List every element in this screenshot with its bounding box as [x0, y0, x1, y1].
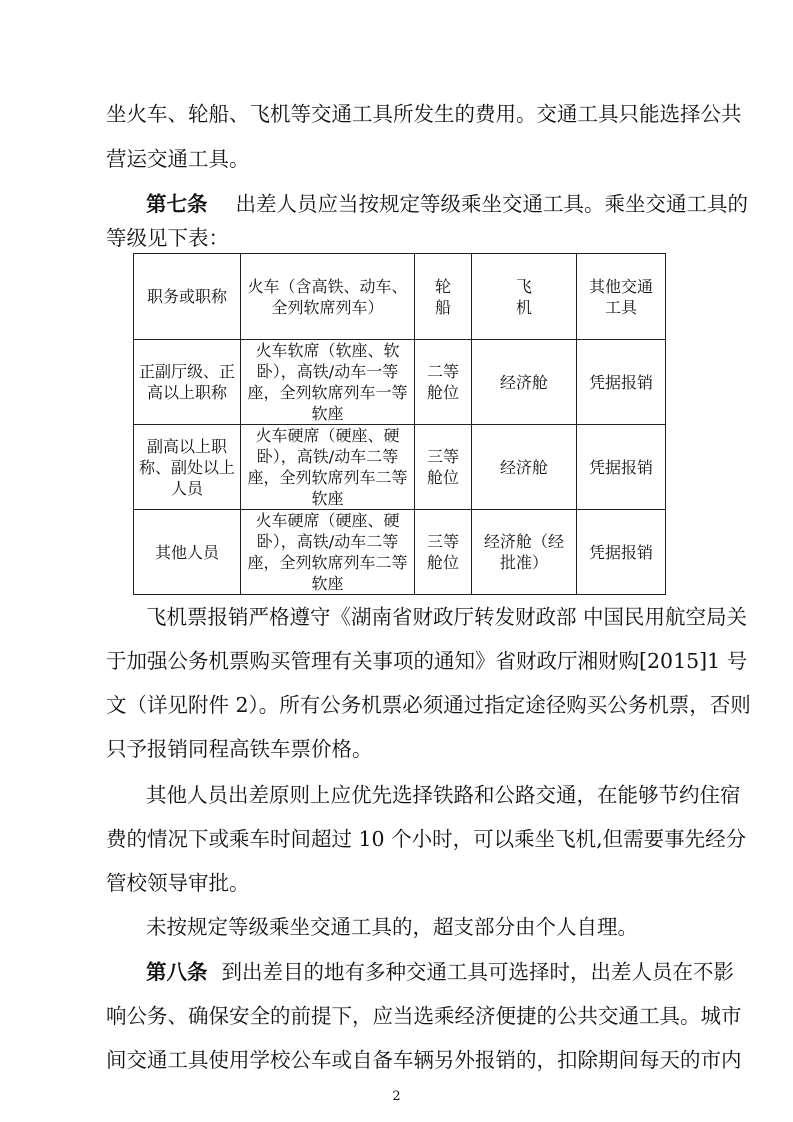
- table-cell: [472, 425, 577, 510]
- table-row: [134, 510, 666, 595]
- cell-text-line: 软座: [311, 404, 344, 423]
- cell-text-line: 批准）: [499, 553, 548, 572]
- table-cell: [415, 254, 472, 340]
- cell-text-line: 火车软席（软座、软: [255, 341, 400, 360]
- paragraph-line: 营运交通工具。: [106, 147, 250, 171]
- paragraph-line: 响公务、确保安全的前提下，应当选乘经济便捷的公共交通工具。城市: [106, 1004, 742, 1028]
- table-cell: [241, 254, 415, 340]
- cell-text-line: 工具: [604, 297, 637, 317]
- table-cell: [415, 510, 472, 595]
- article-8-text: 到出差目的地有多种交通工具可选择时，出差人员在不影: [221, 960, 734, 984]
- cell-text-line: 其他交通: [588, 276, 653, 296]
- cell-text-line: 凭据报销: [588, 457, 653, 477]
- cell-text-line: 座，全列软席列车二等: [247, 468, 408, 487]
- cell-text-line: 称、副处以上: [138, 457, 235, 477]
- table-cell: [134, 510, 241, 595]
- cell-text-line: 机: [515, 297, 532, 317]
- cell-text-line: 凭据报销: [588, 372, 653, 392]
- cell-text-line: 凭据报销: [588, 542, 653, 562]
- table-cell: [577, 340, 666, 425]
- paragraph-line: 间交通工具使用学校公车或自备车辆另外报销的，扣除期间每天的市内: [106, 1048, 742, 1072]
- paragraph-line: 费的情况下或乘车时间超过 10 个小时，可以乘坐飞机,但需要事先经分: [106, 827, 747, 851]
- cell-text-line: 舱位: [426, 468, 459, 487]
- cell-text-line: 高以上职称: [146, 383, 227, 402]
- cell-text-line: 经济舱: [499, 457, 548, 477]
- paragraph-line: 未按规定等级乘坐交通工具的，超支部分由个人自理。: [146, 915, 638, 939]
- cell-text-line: 全列软席列车）: [271, 297, 384, 317]
- paragraph-line: 只予报销同程高铁车票价格。: [106, 737, 373, 761]
- cell-text-line: 卧），高铁/动车二等: [256, 532, 399, 551]
- cell-text-line: 火车硬席（硬座、硬: [255, 511, 400, 530]
- paragraph-line: 于加强公务机票购买管理有关事项的通知》省财政厅湘财购[2015]1 号: [106, 649, 748, 673]
- cell-text-line: 飞: [515, 276, 532, 296]
- paragraph-line: 管校领导审批。: [106, 871, 250, 895]
- table-cell: [472, 340, 577, 425]
- table-cell: [241, 510, 415, 595]
- table-cell: [415, 340, 472, 425]
- table-cell: [134, 254, 241, 340]
- cell-text-line: 正副厅级、正: [138, 362, 235, 381]
- table-cell: [241, 425, 415, 510]
- cell-text-line: 卧），高铁/动车二等: [256, 447, 399, 466]
- cell-text-line: 轮: [434, 276, 451, 296]
- cell-text-line: 卧），高铁/动车一等: [256, 362, 399, 381]
- cell-text-line: 三等: [426, 447, 459, 466]
- table-cell: [472, 254, 577, 340]
- cell-text-line: 火车（含高铁、动车、: [247, 276, 408, 296]
- transport-grade-table: [133, 253, 666, 595]
- article-8-title: 第八条: [146, 960, 208, 984]
- article-7-text: 出差人员应当按规定等级乘坐交通工具。乘坐交通工具的: [235, 192, 748, 216]
- cell-text-line: 副高以上职: [146, 436, 227, 456]
- cell-text-line: 座，全列软席列车一等: [247, 383, 408, 402]
- article-7-line: [146, 190, 748, 218]
- table-row: [134, 425, 666, 510]
- table-cell: [472, 510, 577, 595]
- paragraph-line: 飞机票报销严格遵守《湖南省财政厅转发财政部 中国民用航空局关: [146, 605, 748, 629]
- table-cell: [415, 425, 472, 510]
- table-cell: [577, 254, 666, 340]
- table-cell: [577, 425, 666, 510]
- cell-text-line: 二等: [426, 362, 459, 381]
- cell-text-line: 火车硬席（硬座、硬: [255, 426, 400, 445]
- page-number: 2: [392, 1089, 401, 1104]
- cell-text-line: 三等: [426, 532, 459, 551]
- cell-text-line: 船: [434, 297, 451, 317]
- cell-text-line: 职务或职称: [146, 287, 227, 306]
- table-cell: [134, 425, 241, 510]
- cell-text-line: 软座: [311, 574, 344, 593]
- cell-text-line: 人员: [170, 478, 203, 498]
- table-cell: [577, 510, 666, 595]
- paragraph-line: 等级见下表：: [106, 226, 229, 250]
- cell-text-line: 舱位: [426, 383, 459, 402]
- cell-text-line: 软座: [311, 489, 344, 508]
- cell-text-line: 座，全列软席列车二等: [247, 553, 408, 572]
- cell-text-line: 舱位: [426, 553, 459, 572]
- table-header-row: [134, 254, 666, 340]
- table-row: [134, 340, 666, 425]
- table-cell: [134, 340, 241, 425]
- article-8-line: [146, 958, 734, 986]
- cell-text-line: 经济舱: [499, 372, 548, 392]
- table-cell: [241, 340, 415, 425]
- paragraph-line: 坐火车、轮船、飞机等交通工具所发生的费用。交通工具只能选择公共: [106, 102, 742, 126]
- cell-text-line: 经济舱（经: [483, 532, 564, 551]
- article-7-title: 第七条: [146, 192, 208, 216]
- paragraph-line: 其他人员出差原则上应优先选择铁路和公路交通，在能够节约住宿: [146, 783, 741, 807]
- cell-text-line: 其他人员: [154, 542, 219, 562]
- paragraph-line: 文（详见附件 2）。所有公务机票必须通过指定途径购买公务机票，否则: [106, 693, 751, 717]
